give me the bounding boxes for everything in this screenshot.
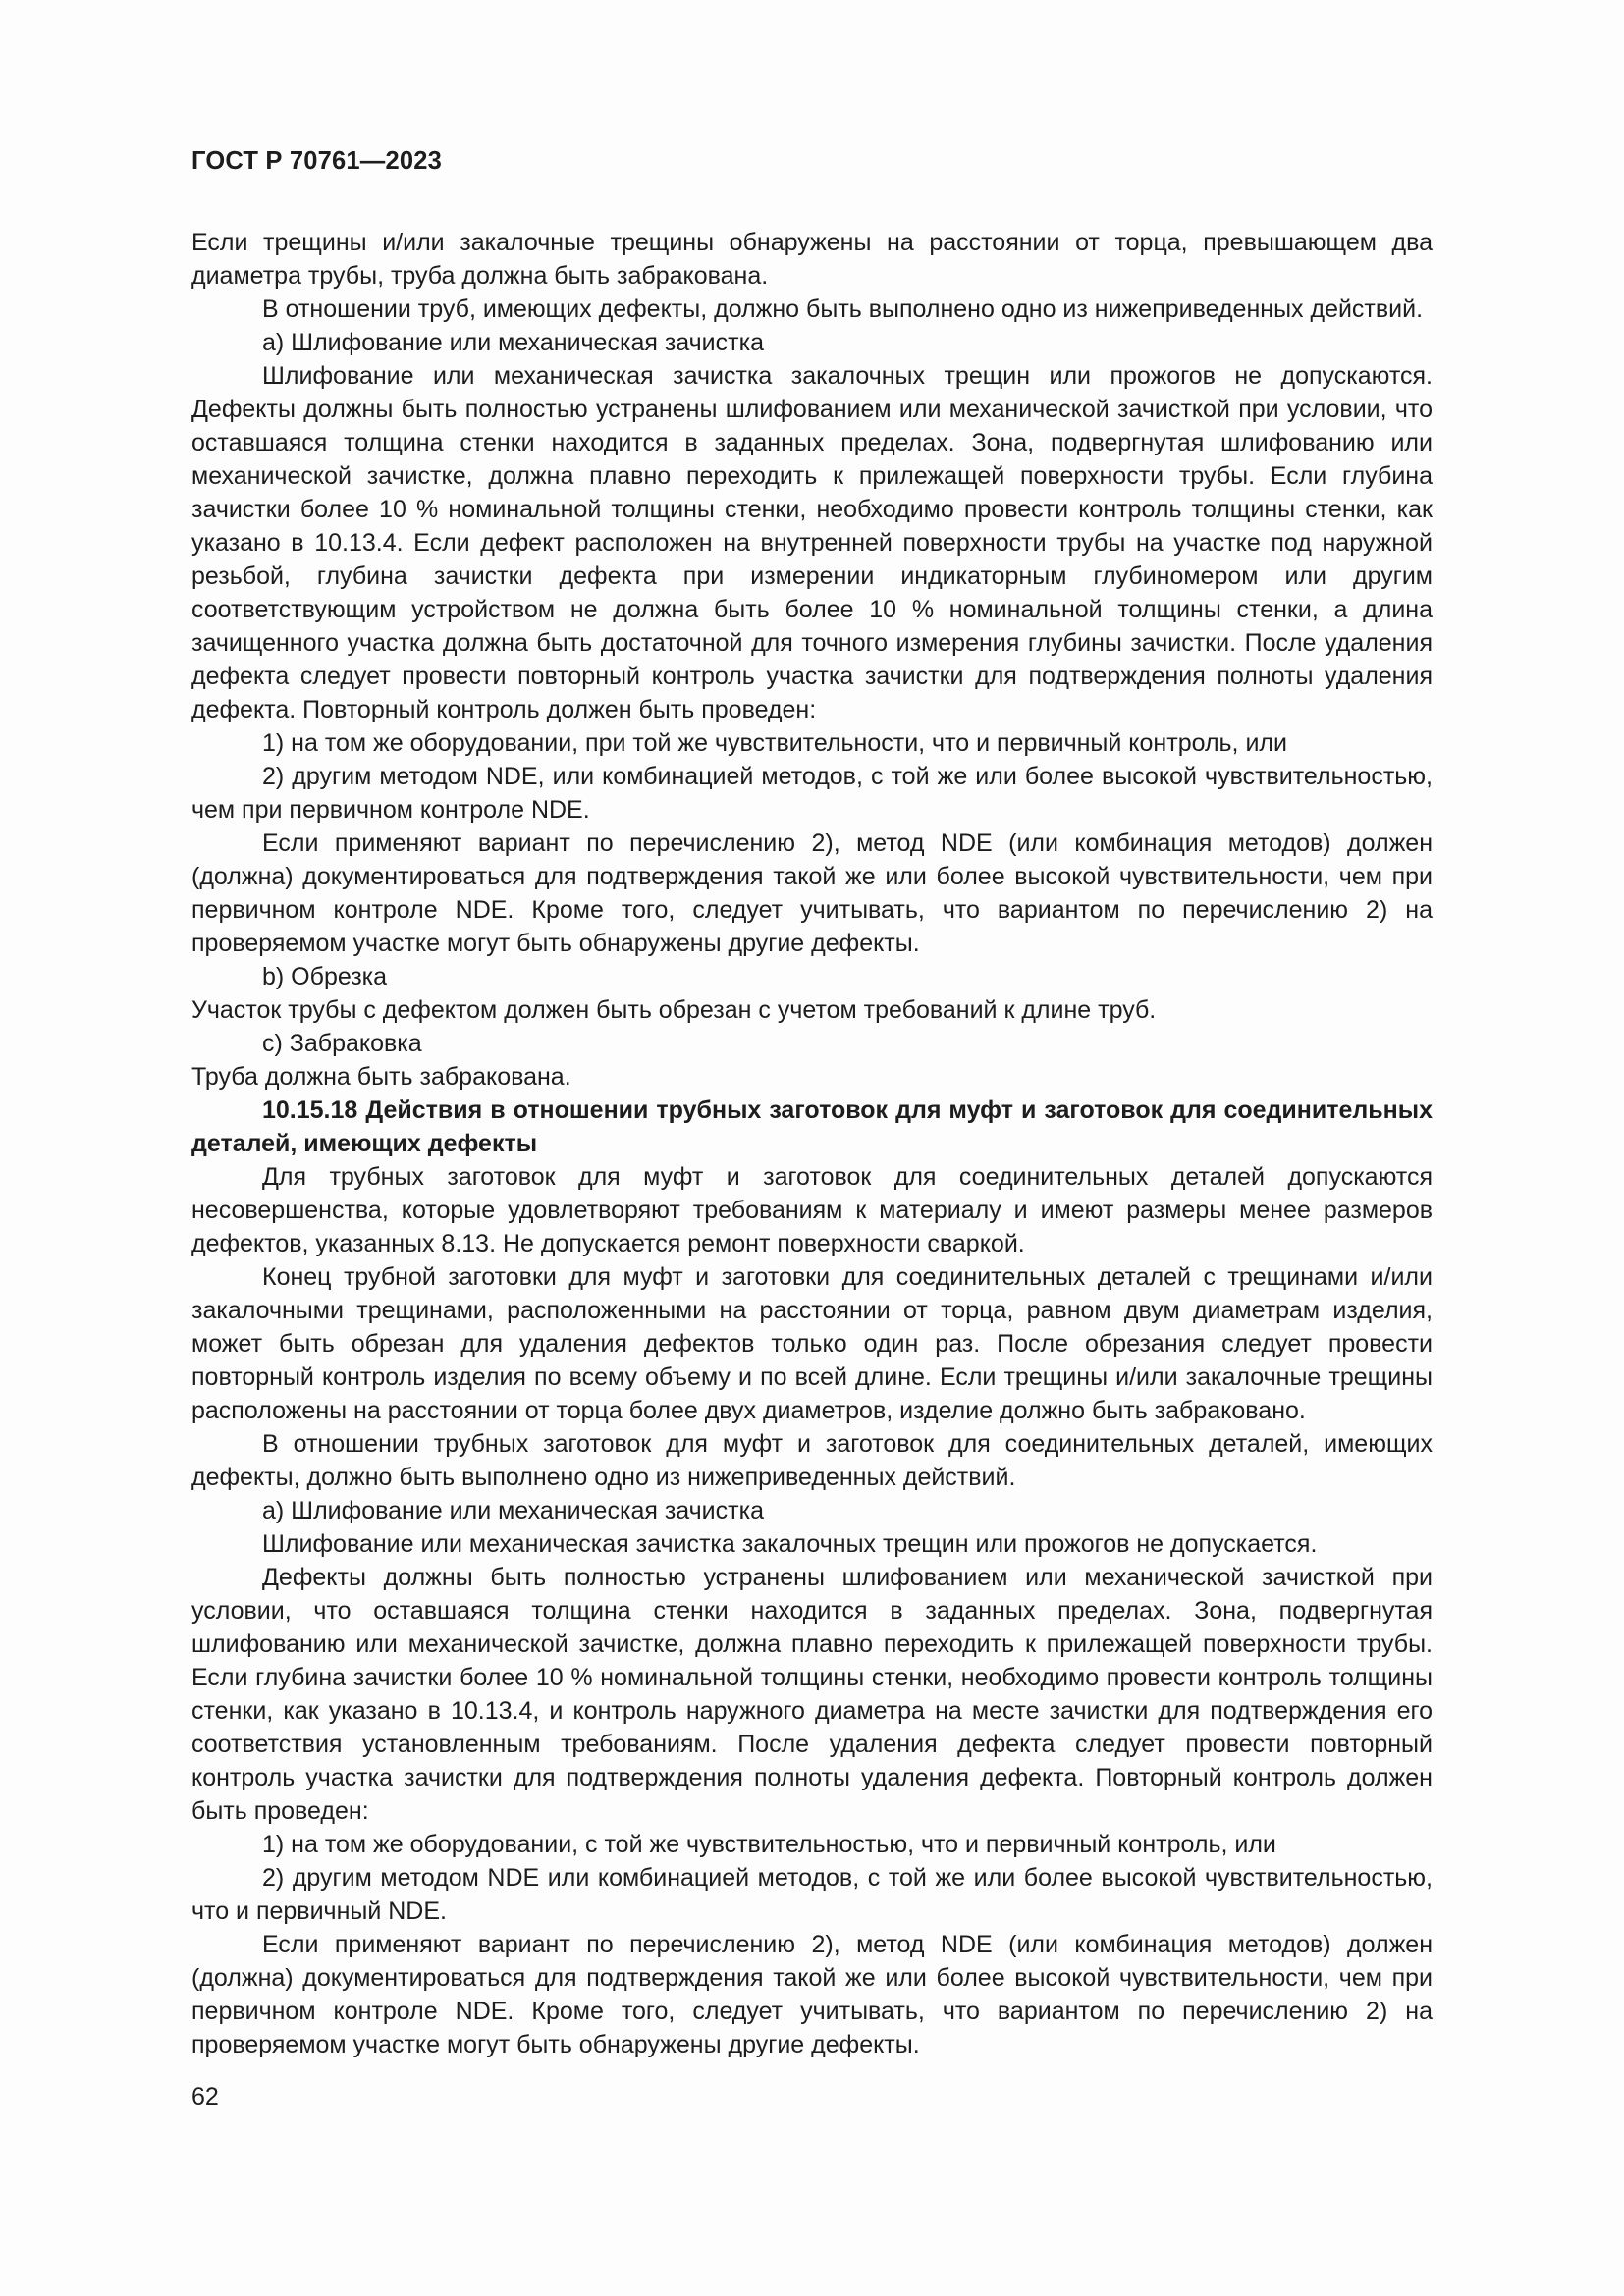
- paragraph-grinding-not-allowed: Шлифование или механическая зачистка закалочных трещин или прожогов не допускается.: [262, 1530, 1318, 1558]
- list-item-cutting: b) Обрезка: [262, 963, 388, 990]
- section-heading-10-15-18: 10.15.18 Действия в отношении трубных заготовок для муфт и заготовок для соединительных деталей, имеющих дефекты: [191, 1096, 1433, 1157]
- paragraph-option-2-documentation: Если применяют вариант по перечислению 2), метод NDE (или комбинация методов) должен (должна) документироваться для подтверждения такой же или более высокой чувствительности, чем при первичном контроле NDE. Кроме того, следует учитывать, что вариантом по перечислению 2) на проверяемом участке могут быть обнаружены другие дефекты.: [191, 829, 1433, 957]
- paragraph-pipe-rejected: Труба должна быть забракована.: [191, 1063, 571, 1091]
- list-item-grinding-2: a) Шлифование или механическая зачистка: [262, 1497, 764, 1524]
- list-item-other-nde-method-2: 2) другим методом NDE или комбинацией методов, с той же или более высокой чувствительностью, что и первичный NDE.: [191, 1864, 1433, 1925]
- paragraph-pipe-defect-actions: В отношении труб, имеющих дефекты, должно быть выполнено одно из нижеприведенных действий.: [262, 295, 1424, 323]
- paragraph-cutting-requirements: Участок трубы с дефектом должен быть обрезан с учетом требований к длине труб.: [191, 996, 1157, 1024]
- paragraph-blank-end-cutting: Конец трубной заготовки для муфт и заготовки для соединительных деталей с трещинами и/или закалочными трещинами, расположенными на расстоянии от торца, равном двум диаметрам изделия, может быть обрезан для удаления дефектов только один раз. После обрезания следует провести повторный контроль изделия по всему объему и по всей длине. Если трещины и/или закалочные трещины расположены на расстоянии от торца более двух диаметров, изделие должно быть забраковано.: [191, 1263, 1433, 1424]
- paragraph-option-2-documentation-2: Если применяют вариант по перечислению 2), метод NDE (или комбинация методов) должен (должна) документироваться для подтверждения такой же или более высокой чувствительности, чем при первичном контроле NDE. Кроме того, следует учитывать, что вариантом по перечислению 2) на проверяемом участке могут быть обнаружены другие дефекты.: [191, 1931, 1433, 2058]
- list-item-grinding: a) Шлифование или механическая зачистка: [262, 329, 764, 356]
- page-number: 62: [191, 2083, 219, 2110]
- list-item-other-nde-method: 2) другим методом NDE, или комбинацией методов, с той же или более высокой чувствительностью, чем при первичном контроле NDE.: [191, 763, 1433, 824]
- paragraph-blank-grinding-requirements: Дефекты должны быть полностью устранены шлифованием или механической зачисткой при условии, что оставшаяся толщина стенки находится в заданных пределах. Зона, подвергнутая шлифованию или механической зачистке, должна плавно переходить к прилежащей поверхности трубы. Если глубина зачистки более 10 % номинальной толщины стенки, необходимо провести контроль толщины стенки, как указано в 10.13.4, и контроль наружного диаметра на месте зачистки для подтверждения его соответствия установленным требованиям. После удаления дефекта следует провести повторный контроль участка зачистки для подтверждения полноты удаления дефекта. Повторный контроль должен быть проведен:: [191, 1564, 1433, 1825]
- document-body: [191, 226, 1433, 2061]
- paragraph-crack-distance: Если трещины и/или закалочные трещины обнаружены на расстоянии от торца, превышающем два диаметра трубы, труба должна быть забракована.: [191, 229, 1433, 290]
- document-code-header: ГОСТ Р 70761—2023: [191, 147, 443, 175]
- paragraph-grinding-requirements: Шлифование или механическая зачистка закалочных трещин или прожогов не допускаются. Дефекты должны быть полностью устранены шлифованием или механической зачисткой при условии, что оставшаяся толщина стенки находится в заданных пределах. Зона, подвергнутая шлифованию или механической зачистке, должна плавно переходить к прилежащей поверхности трубы. Если глубина зачистки более 10 % номинальной толщины стенки, необходимо провести контроль толщины стенки, как указано в 10.13.4. Если дефект расположен на внутренней поверхности трубы на участке под наружной резьбой, глубина зачистки дефекта при измерении индикаторным глубиномером или другим соответствующим устройством не должна быть более 10 % номинальной толщины стенки, а длина зачищенного участка должна быть достаточной для точного измерения глубины зачистки. После удаления дефекта следует провести повторный контроль участка зачистки для подтверждения полноты удаления дефекта. Повторный контроль должен быть проведен:: [191, 362, 1433, 723]
- list-item-same-equipment: 1) на том же оборудовании, при той же чувствительности, что и первичный контроль, или: [262, 729, 1287, 757]
- paragraph-imperfections-allowed: Для трубных заготовок для муфт и заготовок для соединительных деталей допускаются несовершенства, которые удовлетворяют требованиям к материалу и имеют размеры менее размеров дефектов, указанных 8.13. Не допускается ремонт поверхности сваркой.: [191, 1163, 1433, 1257]
- list-item-rejection: c) Забраковка: [262, 1030, 422, 1057]
- list-item-same-equipment-2: 1) на том же оборудовании, с той же чувствительностью, что и первичный контроль, или: [262, 1831, 1276, 1858]
- paragraph-blank-defect-actions: В отношении трубных заготовок для муфт и заготовок для соединительных деталей, имеющих дефекты, должно быть выполнено одно из нижеприведенных действий.: [191, 1430, 1433, 1491]
